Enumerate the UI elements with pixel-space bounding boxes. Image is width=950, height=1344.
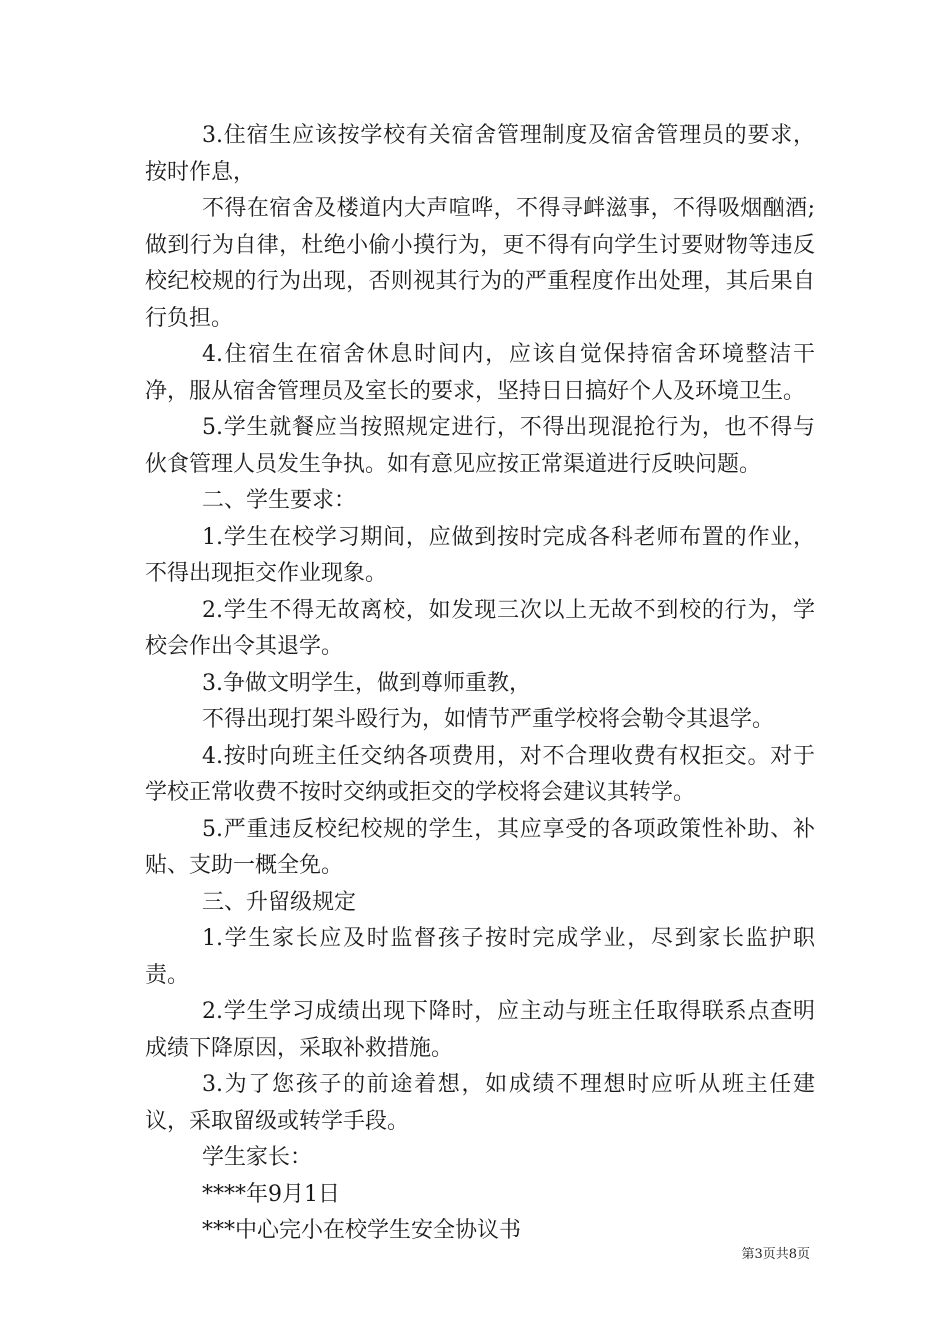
paragraph-promotion-3: 3.为了您孩子的前途着想，如成绩不理想时应听从班主任建议，采取留级或转学手段。 xyxy=(145,1072,815,1134)
section-heading-promotion-rules: 三、升留级规定 xyxy=(202,889,357,915)
paragraph-student-req-2: 2.学生不得无故离校，如发现三次以上无故不到校的行为，学校会作出令其退学。 xyxy=(145,597,815,659)
document-body xyxy=(145,118,815,1250)
paragraph-dorm-rule-3: 3.住宿生应该按学校有关宿舍管理制度及宿舍管理员的要求，按时作息， xyxy=(145,123,815,185)
paragraph-student-req-3-cont: 不得出现打架斗殴行为，如情节严重学校将会勒令其退学。 xyxy=(202,707,775,732)
paragraph-student-req-4: 4.按时向班主任交纳各项费用，对不合理收费有权拒交。对于学校正常收费不按时交纳或拒交的学校将会建议其转学。 xyxy=(145,743,815,805)
paragraph-student-req-3: 3.争做文明学生，做到尊师重教， xyxy=(202,670,531,696)
paragraph-dorm-rule-4: 4.住宿生在宿舍休息时间内，应该自觉保持宿舍环境整洁干净，服从宿舍管理员及室长的要求，坚持日日搞好个人及环境卫生。 xyxy=(145,342,815,404)
paragraph-dorm-rule-3-cont: 不得在宿舍及楼道内大声喧哗，不得寻衅滋事，不得吸烟酗酒;做到行为自律，杜绝小偷小摸行为，更不得有向学生讨要财物等违反校纪校规的行为出现，否则视其行为的严重程度作出处理，其后果自行负担。 xyxy=(145,196,815,331)
paragraph-dorm-rule-5: 5.学生就餐应当按照规定进行，不得出现混抢行为，也不得与伙食管理人员发生争执。如有意见应按正常渠道进行反映问题。 xyxy=(145,415,815,477)
section-heading-student-requirements: 二、学生要求： xyxy=(202,488,357,513)
page-number: 第3页共8页 xyxy=(741,1247,810,1262)
parent-signature-line: 学生家长： xyxy=(202,1145,313,1170)
paragraph-student-req-5: 5.严重违反校纪校规的学生，其应享受的各项政策性补助、补贴、支助一概全免。 xyxy=(145,816,815,878)
paragraph-promotion-2: 2.学生学习成绩出现下降时，应主动与班主任取得联系点查明成绩下降原因，采取补救措施。 xyxy=(145,999,815,1061)
paragraph-promotion-1: 1.学生家长应及时监督孩子按时完成学业，尽到家长监护职责。 xyxy=(145,926,815,988)
paragraph-student-req-1: 1.学生在校学习期间，应做到按时完成各科老师布置的作业，不得出现拒交作业现象。 xyxy=(145,524,815,586)
next-document-title: ***中心完小在校学生安全协议书 xyxy=(202,1218,522,1243)
date-line: ****年9月1日 xyxy=(202,1181,340,1207)
